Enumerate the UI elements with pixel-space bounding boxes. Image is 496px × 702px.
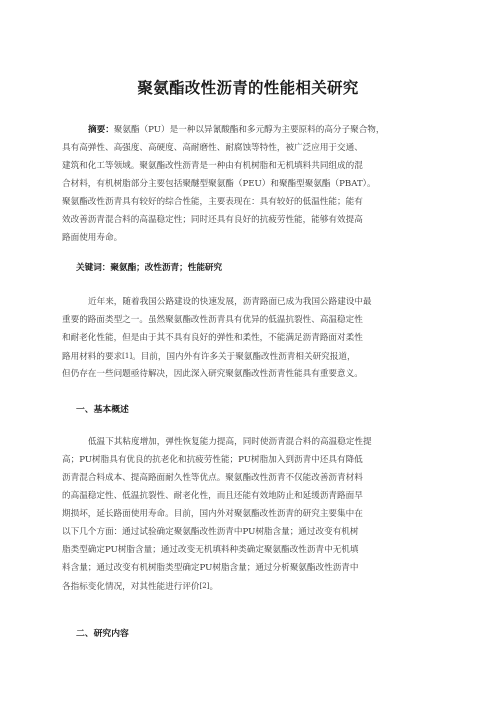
section1-line-3: 沥青混合料成本、提高路面耐久性等优点。聚氨酯改性沥青不仅能改善沥青材料 — [62, 473, 363, 483]
intro-line-5: 但仍存在一些问题亟待解决，因此深入研究聚氨酯改性沥青性能具有重要意义。 — [62, 369, 363, 379]
reference-marker: [1] — [122, 352, 133, 360]
section1-line-1: 低温下其粘度增加，弹性恢复能力提高，同时使沥青混合料的高温稳定性提 — [88, 437, 372, 447]
page-title: 聚氨酯改性沥青的性能相关研究 — [137, 79, 359, 97]
reference-marker: [2] — [199, 582, 210, 590]
section-heading-2: 二、研究内容 — [76, 629, 129, 639]
keywords-label: 关键词： — [76, 263, 111, 273]
intro-text-cont: 。目前，国内外有许多关于聚氨酯改性沥青相关研究报道， — [132, 352, 356, 362]
keywords-text: 聚氨酯；改性沥青；性能研究 — [110, 263, 223, 273]
abstract-line-1 — [88, 124, 385, 136]
section-heading-1: 一、基本概述 — [76, 405, 129, 415]
abstract-line-2: 具有高弹性、高强度、高硬度、高耐磨性、耐腐蚀等特性，被广泛应用于交通、 — [62, 143, 363, 153]
section1-text-cont: 。 — [209, 582, 219, 592]
section1-line-2: 高；PU树脂具有优良的抗老化和抗疲劳性能；PU树脂加入到沥青中还具有降低 — [62, 455, 363, 465]
abstract-text: 聚氨酯（PU）是一种以异氰酸酯和多元醇为主要原料的高分子聚合物， — [113, 125, 385, 135]
abstract-line-5: 聚氨酯改性沥青具有较好的综合性能，主要表现在：具有较好的低温性能；能有 — [62, 197, 363, 207]
intro-text: 路用材料的要求 — [62, 352, 123, 362]
intro-line-4 — [62, 350, 356, 363]
abstract-line-4: 合材料，有机树脂部分主要包括聚醚型聚氨酯（PEU）和聚酯型聚氨酯（PBAT）。 — [62, 179, 376, 189]
intro-line-3: 和耐老化性能，但是由于其不具有良好的弹性和柔性，不能满足沥青路面对柔性 — [62, 333, 363, 343]
section1-line-8: 料含量；通过改变有机树脂类型确定PU树脂含量；通过分析聚氨酯改性沥青中 — [62, 563, 359, 573]
section1-text: 各指标变化情况，对其性能进行评价 — [62, 582, 200, 592]
section1-line-5: 期损坏，延长路面使用寿命。目前，国内外对聚氨酯改性沥青的研究主要集中在 — [62, 509, 363, 519]
intro-line-1: 近年来，随着我国公路建设的快速发展，沥青路面已成为我国公路建设中最 — [88, 297, 372, 307]
section1-line-4: 的高温稳定性、低温抗裂性、耐老化性，而且还能有效地防止和延缓沥青路面早 — [62, 491, 363, 501]
section1-line-7: 脂类型确定PU树脂含量；通过改变无机填料种类确定聚氨酯改性沥青中无机填 — [62, 545, 359, 555]
abstract-line-6: 效改善沥青混合料的高温稳定性；同时还具有良好的抗疲劳性能，能够有效提高 — [62, 215, 363, 225]
abstract-label: 摘要： — [88, 125, 114, 135]
abstract-line-3: 建筑和化工等领域。聚氨酯改性沥青是一种由有机树脂和无机填料共同组成的混 — [62, 161, 363, 171]
abstract-line-7: 路面使用寿命。 — [62, 233, 123, 243]
section1-line-9 — [62, 580, 218, 593]
intro-line-2: 重要的路面类型之一。虽然聚氨酯改性沥青具有优异的低温抗裂性、高温稳定性 — [62, 315, 363, 325]
section1-line-6: 以下几个方面：通过试验确定聚氨酯改性沥青中PU树脂含量；通过改变有机树 — [62, 527, 359, 537]
keywords-line — [76, 262, 222, 274]
